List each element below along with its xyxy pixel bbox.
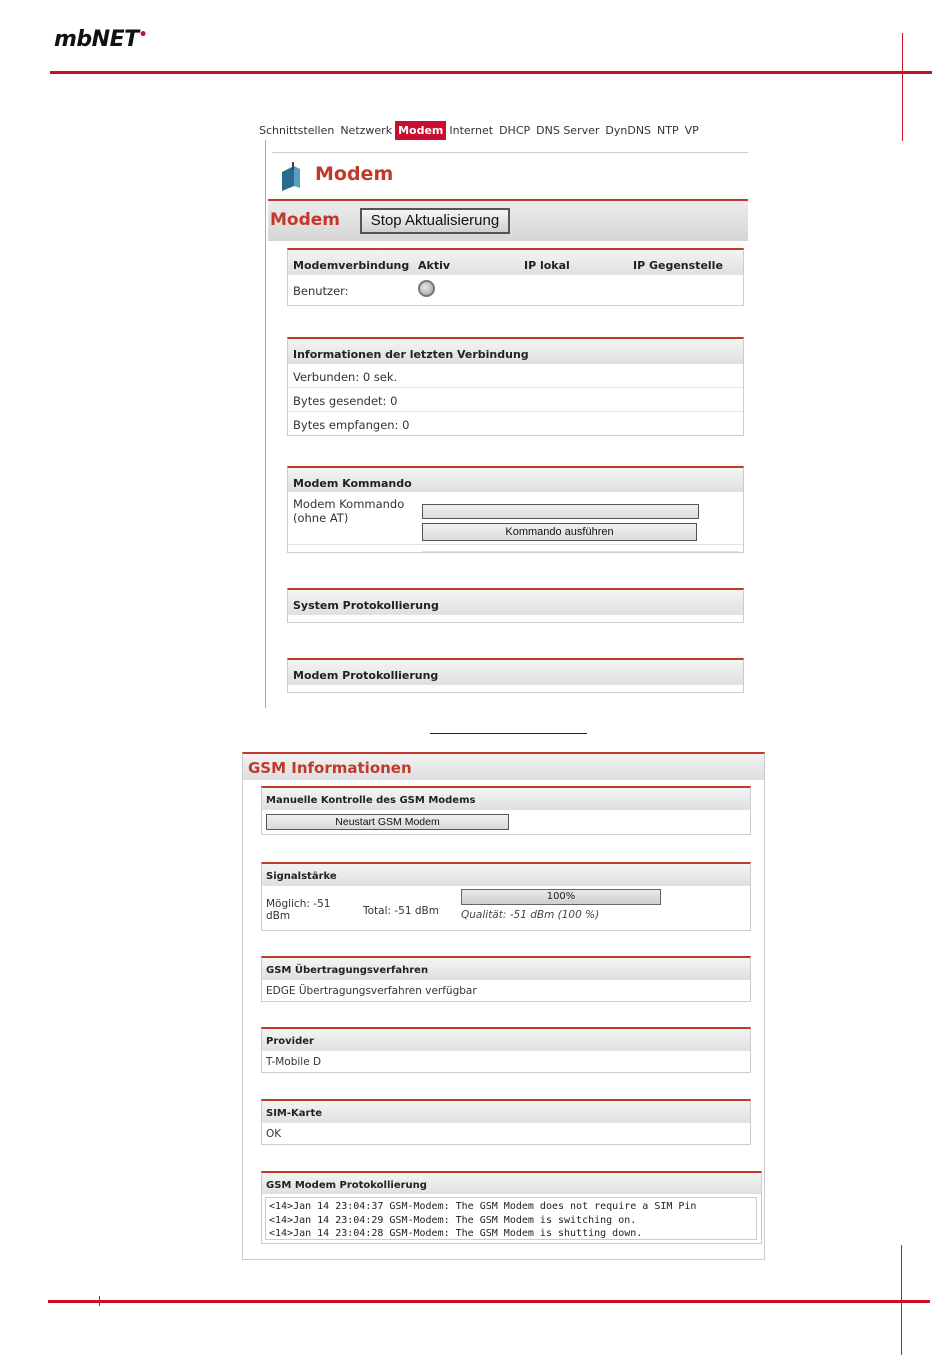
tab-dyndns[interactable]: DynDNS — [605, 124, 652, 137]
signal-quality: Qualität: -51 dBm (100 %) — [461, 909, 600, 921]
provider-value: T-Mobile D — [262, 1050, 750, 1072]
col-ip-gegenstelle: IP Gegenstelle — [633, 259, 723, 272]
modem-screenshot — [256, 118, 748, 708]
signal-row — [262, 885, 750, 930]
col-ip-lokal: IP lokal — [524, 259, 570, 272]
log-line: <14>Jan 14 23:04:28 GSM-Modem: The GSM Modem is shutting down. — [269, 1228, 643, 1239]
connection-header — [288, 250, 743, 274]
list-item: Bytes empfangen: 0 — [288, 411, 743, 435]
command-divider — [422, 551, 739, 552]
footer-rule — [48, 1300, 930, 1303]
last-connection-box — [287, 337, 744, 436]
modem-log-body — [288, 684, 743, 692]
stop-refresh-button[interactable]: Stop Aktualisierung — [360, 208, 510, 234]
logo-mark: • — [138, 27, 148, 43]
provider-box — [261, 1027, 751, 1073]
manual-control-box — [261, 786, 751, 835]
signal-progress-bar — [461, 889, 661, 905]
connection-box — [287, 248, 744, 306]
system-log-box — [287, 588, 744, 623]
system-log-body — [288, 614, 743, 622]
command-input[interactable] — [422, 504, 699, 519]
tab-netzwerk[interactable]: Netzwerk — [340, 124, 393, 137]
sim-header: SIM-Karte — [262, 1101, 750, 1122]
page-head-divider — [272, 152, 748, 153]
section-title-bar — [268, 199, 748, 241]
transfer-value: EDGE Übertragungsverfahren verfügbar — [262, 979, 750, 1001]
sim-value: OK — [262, 1122, 750, 1144]
manual-control-header: Manuelle Kontrolle des GSM Modems — [262, 788, 750, 809]
caption-underline — [430, 733, 587, 734]
gsm-log-box — [261, 1171, 762, 1244]
list-item: Bytes gesendet: 0 — [288, 387, 743, 411]
list-item: Verbunden: 0 sek. — [288, 363, 743, 387]
tab-modem[interactable]: Modem — [395, 121, 446, 140]
signal-possible: Möglich: -51 dBm — [266, 898, 331, 922]
table-row — [288, 274, 743, 305]
col-aktiv: Aktiv — [418, 259, 451, 272]
footer-tick — [99, 1296, 100, 1306]
gsm-log-header: GSM Modem Protokollierung — [262, 1173, 761, 1194]
tab-dns-server[interactable]: DNS Server — [536, 124, 600, 137]
tab-schnittstellen[interactable]: Schnittstellen — [259, 124, 335, 137]
gsm-title-bar — [243, 754, 764, 780]
signal-header: Signalstärke — [262, 864, 750, 885]
command-header: Modem Kommando — [288, 468, 743, 492]
modem-log-box — [287, 658, 744, 693]
restart-gsm-button[interactable]: Neustart GSM Modem — [266, 814, 509, 830]
tab-dhcp[interactable]: DHCP — [499, 124, 531, 137]
section-title: Modem — [270, 210, 341, 230]
transfer-box — [261, 956, 751, 1002]
page-title: Modem — [315, 163, 394, 185]
log-line: <14>Jan 14 23:04:29 GSM-Modem: The GSM Modem is switching on. — [269, 1214, 637, 1226]
transfer-header: GSM Übertragungsverfahren — [262, 958, 750, 979]
gsm-log-textarea[interactable] — [265, 1197, 757, 1240]
modem-log-header: Modem Protokollierung — [288, 660, 743, 684]
header-vertical-line — [902, 33, 903, 141]
command-box — [287, 466, 744, 553]
system-log-header: System Protokollierung — [288, 590, 743, 614]
row-label-benutzer: Benutzer: — [293, 284, 349, 298]
command-label: Modem Kommando (ohne AT) — [293, 497, 405, 525]
header-rule — [50, 71, 932, 74]
tab-ntp[interactable]: NTP — [657, 124, 679, 137]
signal-box — [261, 862, 751, 931]
signal-percent: 100% — [546, 891, 576, 902]
led-grey-icon — [418, 280, 435, 297]
signal-total: Total: -51 dBm — [363, 905, 439, 917]
tab-bar — [256, 118, 748, 140]
log-line: <14>Jan 14 23:04:37 GSM-Modem: The GSM Modem does not require a SIM Pin — [269, 1201, 697, 1212]
mbnet-logo — [54, 27, 147, 52]
sim-box — [261, 1099, 751, 1145]
manual-control-row — [262, 809, 750, 834]
execute-command-button[interactable]: Kommando ausführen — [422, 523, 697, 541]
logo-text: mbNET — [54, 27, 139, 52]
tab-vp[interactable]: VP — [684, 124, 699, 137]
provider-header: Provider — [262, 1029, 750, 1050]
footer-vertical-line — [901, 1245, 902, 1355]
last-connection-header: Informationen der letzten Verbindung — [288, 339, 743, 363]
gsm-title: GSM Informationen — [248, 759, 412, 777]
modem-icon — [278, 162, 302, 192]
col-modemverbindung: Modemverbindung — [293, 259, 410, 272]
frame-border — [265, 140, 266, 708]
tab-internet[interactable]: Internet — [449, 124, 494, 137]
gsm-screenshot — [242, 752, 765, 1260]
